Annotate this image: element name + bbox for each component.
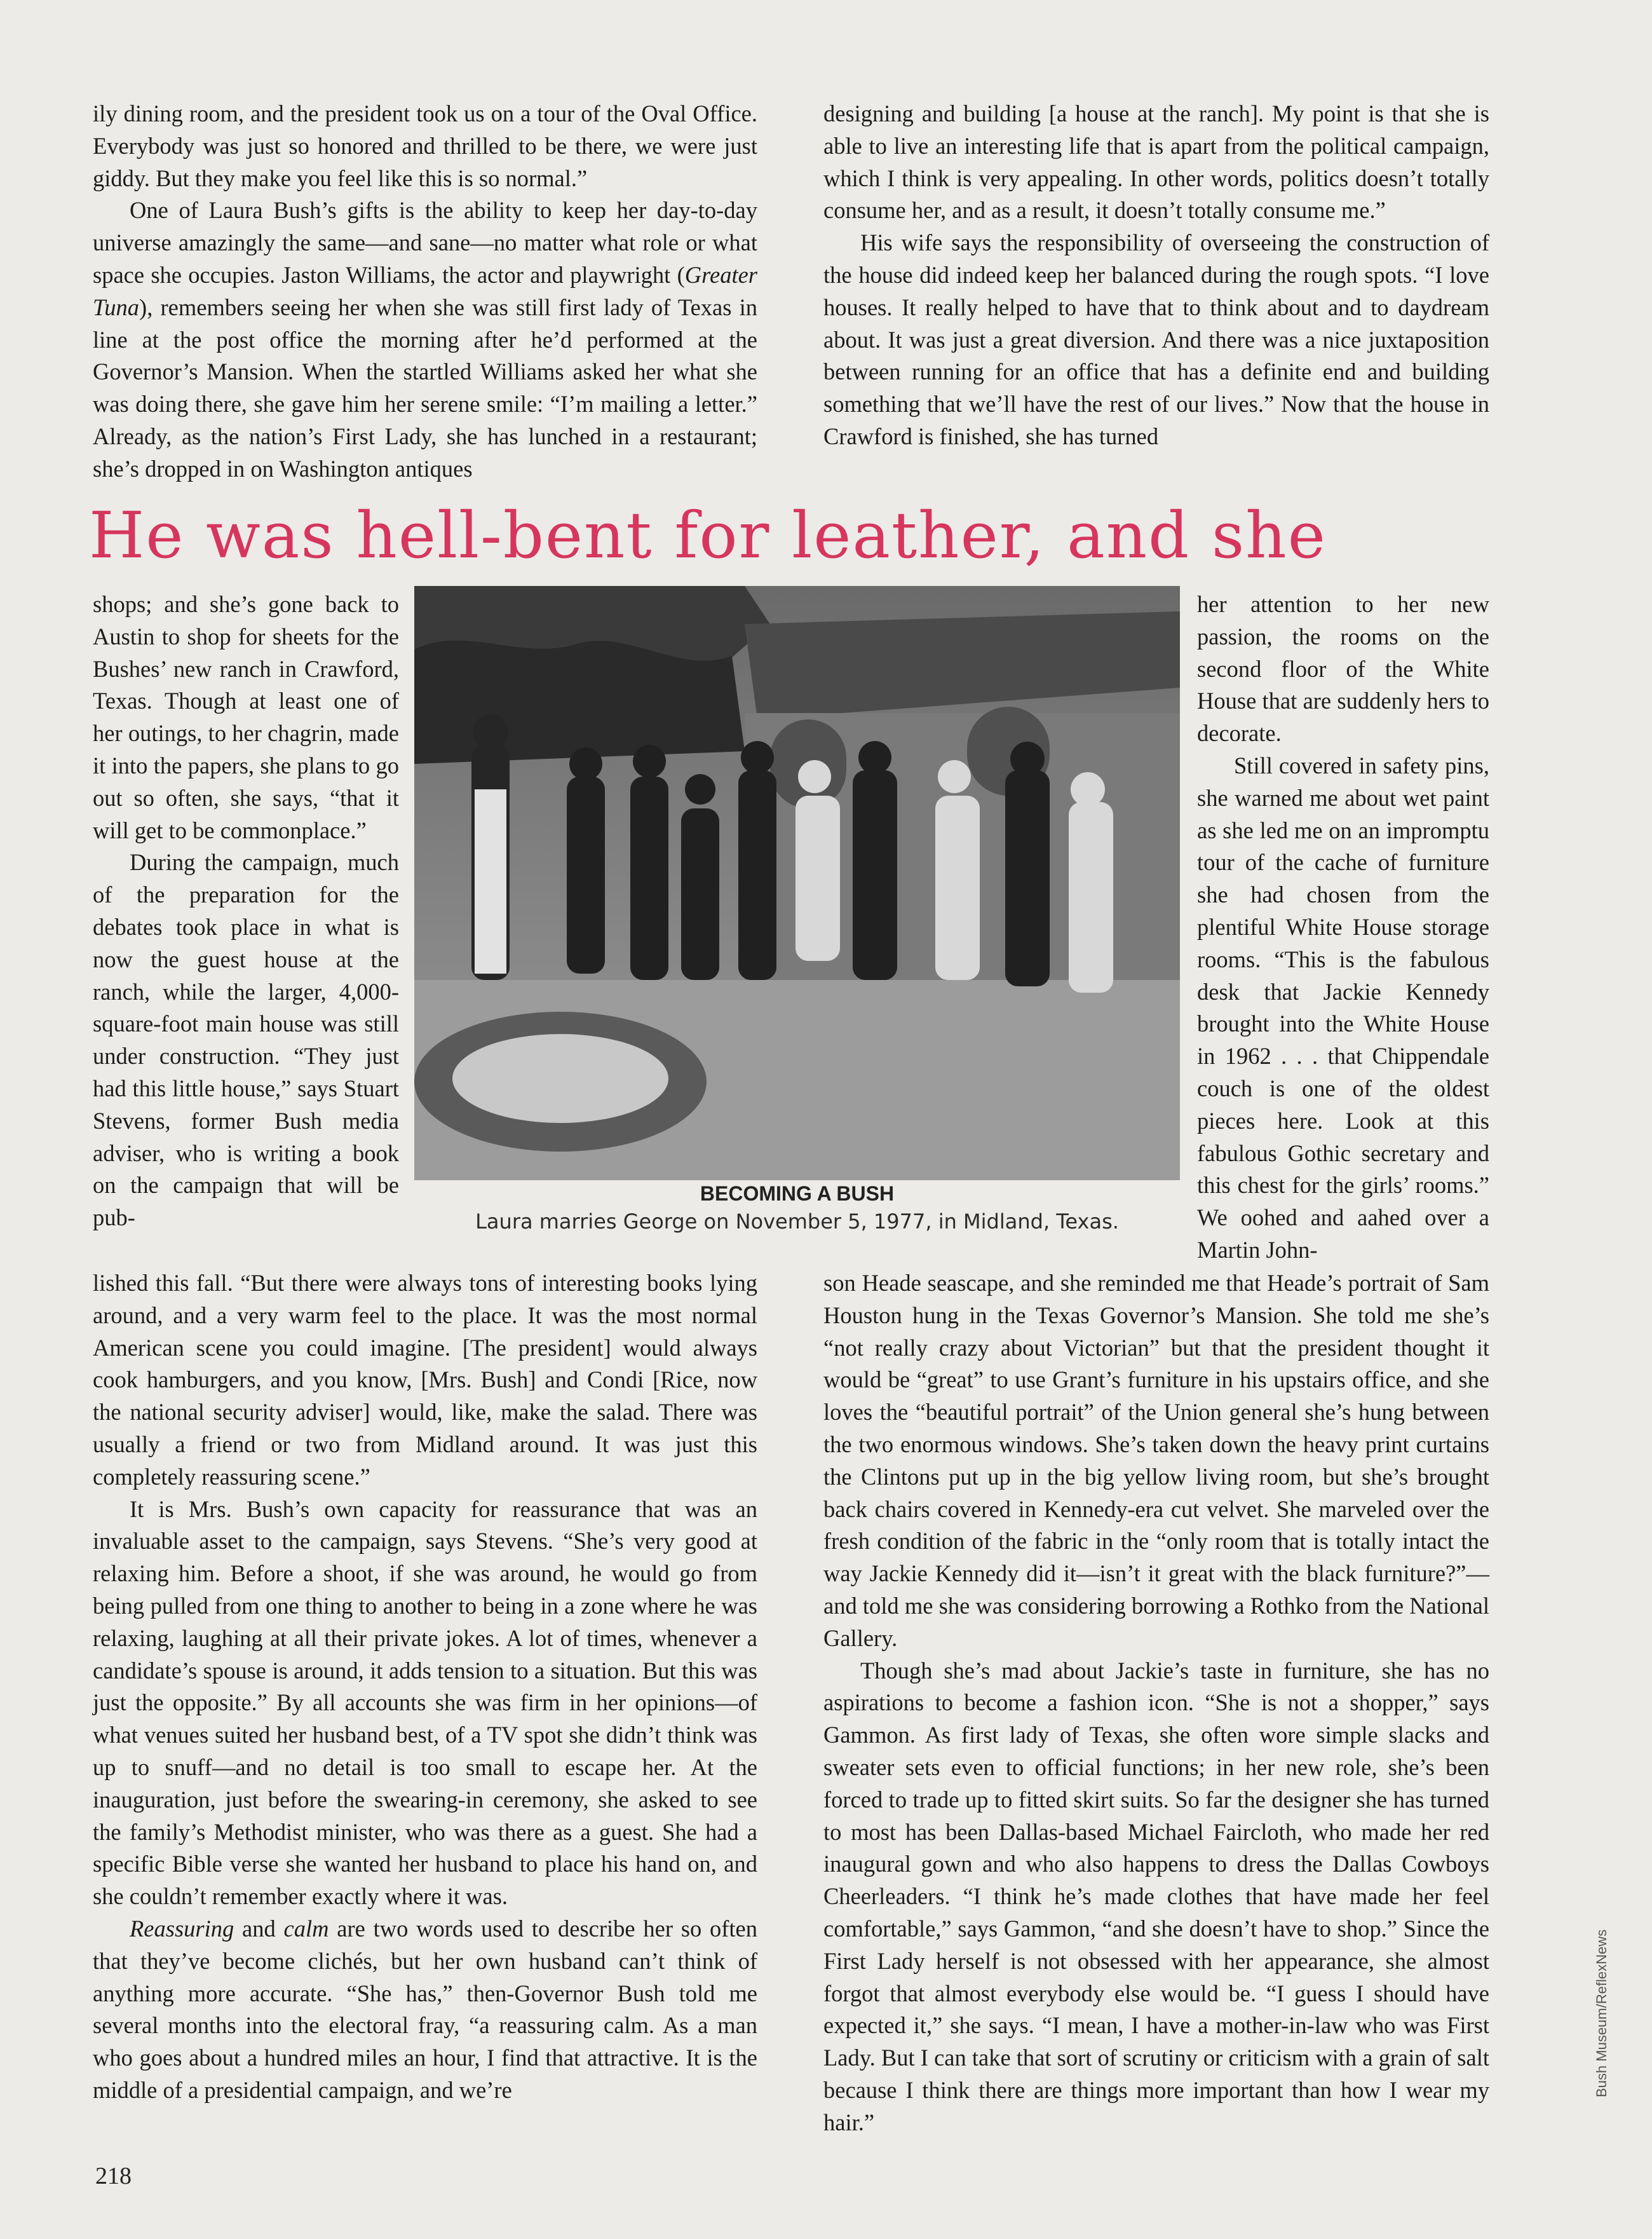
text-run: Still covered in safety pins, she warned me about wet paint as she led me on an impromptu tour of the cache of furniture she had chosen from the plentiful White House storage rooms. “This is the fabulous desk that Jackie Kennedy brought into the White House in 1962 . . . that Chippendale couch is one of the oldest pieces here. Look at this fabulous Gothic secretary and this chest for the girls’ rooms.” We oohed and aahed over a Martin John- <box>1197 752 1489 1263</box>
photo-credit: Bush Museum/ReflexNews <box>1594 1929 1609 2097</box>
text-run: ily dining room, and the president took us on a tour of the Oval Office. Everybody was just so honored and thrilled to be there, we were just giddy. But they make you feel like this is so normal.” <box>93 100 757 191</box>
paragraph <box>1197 750 1489 1267</box>
wedding-photo <box>414 586 1180 1180</box>
body-column-bottom-left <box>93 1267 757 2107</box>
text-run: During the campaign, much of the preparation for the debates took place in what is now the guest house at the ranch, while the larger, 4,000-square-foot main house was still under construction. “They just had this little house,” says Stuart Stevens, former Bush media adviser, who is writing a book on the campaign that will be pub- <box>93 849 399 1231</box>
body-column-right-narrow <box>1197 589 1489 1267</box>
paragraph <box>93 194 757 485</box>
italic-text: Reassuring <box>130 1915 234 1942</box>
italic-text: calm <box>283 1915 329 1942</box>
paragraph <box>823 98 1489 227</box>
paragraph <box>93 847 399 1234</box>
paragraph <box>93 98 757 194</box>
body-column-bottom-right <box>823 1267 1489 2139</box>
paragraph <box>93 1913 757 2107</box>
text-run: It is Mrs. Bush’s own capacity for reassurance that was an invaluable asset to the campaign, says Stevens. “She’s very good at relaxing him. Before a shoot, if she was around, he would go from being pulled from one thing to another to being in a zone where he was relaxing, laughing at all their private jokes. A lot of times, whenever a candidate’s spouse is around, it adds tension to a situation. But this was just the opposite.” By all accounts she was firm in her opinions—of what venues suited her husband best, of a TV spot she didn’t think was up to snuff—and no detail is too small to escape her. At the inauguration, just before the swearing-in ceremony, she asked to see the family’s Methodist minister, who was there as a guest. She had a specific Bible verse she wanted her husband to place his hand on, and she couldn’t remember exactly where it was. <box>93 1495 757 1910</box>
text-run: are two words used to describe her so often that they’ve become clichés, but her own husband can’t think of anything more accurate. “She has,” then-Governor Bush told me several months into the electoral fray, “a reassuring calm. As a man who goes about a hundred miles an hour, I find that attractive. It is the middle of a presidential campaign, and we’re <box>93 1915 758 2103</box>
text-run: son Heade seascape, and she reminded me that Heade’s portrait of Sam Houston hung in the Texas Governor’s Mansion. She told me she’s “not really crazy about Victorian” but that the president thought it would be “great” to use Grant’s furniture in his upstairs office, and she loves the “beautiful portrait” of the Union general she’s hung between the two enormous windows. She’s taken down the heavy print curtains the Clintons put up in the big yellow living room, but she’s brought back chairs covered in Kennedy-era cut velvet. She marveled over the fresh condition of the fabric in the “only room that is totally intact the way Jackie Kennedy did it—isn’t it great with the black furniture?”—and told me she was considering borrowing a Rothko from the National Gallery. <box>823 1270 1489 1651</box>
photo-caption: Laura marries George on November 5, 1977, in Midland, Texas. <box>475 1209 1119 1234</box>
wedding-group-photo <box>414 586 1180 1180</box>
paragraph <box>823 1267 1489 1655</box>
body-column-top-left <box>93 98 757 486</box>
italic-text: Greater Tuna <box>93 261 757 320</box>
paragraph <box>823 1655 1489 2139</box>
paragraph <box>93 1494 757 1913</box>
text-run: her attention to her new passion, the rooms on the second floor of the White House that are suddenly hers to decorate. <box>1197 591 1489 747</box>
text-run: designing and building [a house at the ranch]. My point is that she is able to live an interesting life that is apart from the political campaign, which I think is very appealing. In other words, politics doesn’t totally consume her, and as a result, it doesn’t totally consume me.” <box>823 100 1489 224</box>
paragraph <box>93 589 399 847</box>
body-column-top-right <box>823 98 1489 453</box>
text-run: One of Laura Bush’s gifts is the ability to keep her day-to-day universe amazingly the same—and sane—no matter what role or what space she occupies. Jaston Williams, the actor and playwright ( <box>93 197 757 288</box>
page-number: 218 <box>95 2163 132 2189</box>
photo-caption-title: BECOMING A BUSH <box>700 1182 895 1205</box>
text-run: lished this fall. “But there were always tons of interesting books lying around, and a very warm feel to the place. It was the most normal American scene you could imagine. [The president] would always cook hamburgers, and you know, [Mrs. Bush] and Condi [Rice, now the national security adviser] would, like, make the salad. There was usually a friend or two from Midland around. It was just this completely reassuring scene.” <box>93 1270 757 1490</box>
paragraph <box>823 227 1489 453</box>
paragraph <box>1197 589 1489 750</box>
body-column-left-narrow <box>93 589 399 1234</box>
text-run: Though she’s mad about Jackie’s taste in furniture, she has no aspirations to become a fashion icon. “She is not a shopper,” says Gammon. As first lady of Texas, she often wore simple slacks and sweater sets even to official functions; in her new role, she’s been forced to trade up to fitted skirt suits. So far the designer she has turned to most has been Dallas-based Michael Faircloth, who made her red inaugural gown and who also happens to dress the Dallas Cowboys Cheerleaders. “I think he’s made clothes that have made her feel comfortable,” says Gammon, “and she doesn’t have to shop.” Since the First Lady herself is not obsessed with her appearance, she almost forgot that almost everybody else would be. “I guess I should have expected it,” she says. “I mean, I have a mother-in-law who was First Lady. But I can take that sort of scrutiny or criticism with a grain of salt because I think there are things more important than how I wear my hair.” <box>823 1657 1489 2135</box>
text-run: His wife says the responsibility of overseeing the construction of the house did indeed keep her balanced during the rough spots. “I love houses. It really helped to have that to think about and to daydream about. It was just a great diversion. And there was a nice juxtaposition between running for an office that has a definite end and building something that we’ll have the rest of our lives.” Now that the house in Crawford is finished, she has turned <box>823 229 1489 449</box>
paragraph <box>93 1267 757 1494</box>
text-run: shops; and she’s gone back to Austin to shop for sheets for the Bushes’ new ranch in Crawford, Texas. Though at least one of her outings, to her chagrin, made it into the papers, she plans to go out so often, she says, “that it will get to be commonplace.” <box>93 591 399 843</box>
text-run: and <box>234 1915 284 1942</box>
text-run: ), remembers seeing her when she was still first lady of Texas in line at the post office the morning after he’d performed at the Governor’s Mansion. When the startled Williams asked her what she was doing there, she gave him her serene smile: “I’m mailing a letter.” Already, as the nation’s First Lady, she has lunched in a restaurant; she’s dropped in on Washington antiques <box>93 294 757 482</box>
pull-quote: He was hell-bent for leather, and she <box>89 498 1327 573</box>
